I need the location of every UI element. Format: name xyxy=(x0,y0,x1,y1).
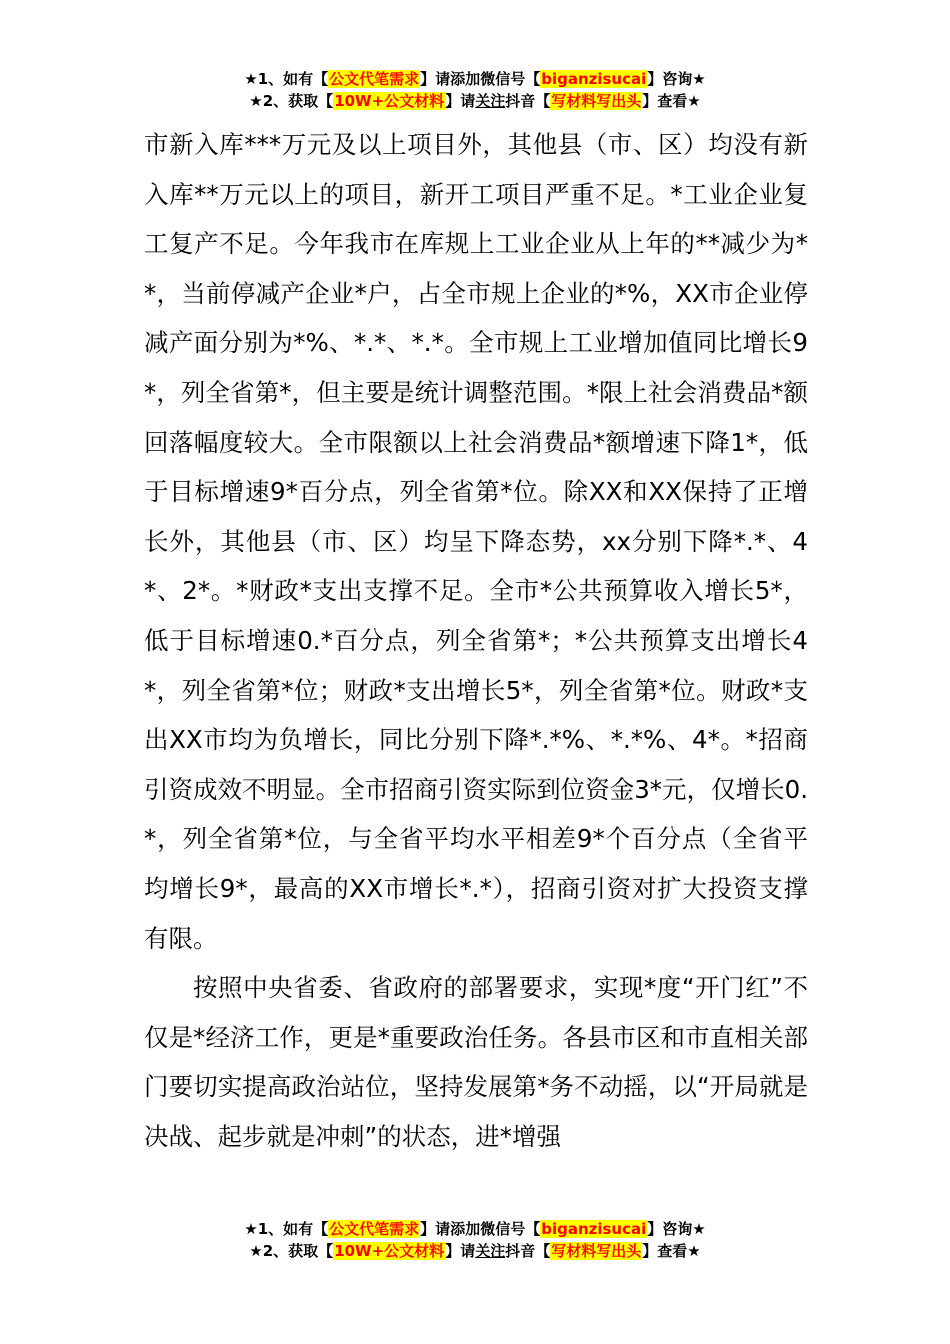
footer-highlight-materials: 10W+公文材料 xyxy=(334,1242,445,1260)
highlight-wechat-id: biganzisucai xyxy=(541,70,647,88)
body-paragraph-2: 按照中央省委、省政府的部署要求，实现*度“开门红”不仅是*经济工作，更是*重要政治任务。各县市区和市直相关部门要切实提高政治站位，坚持发展第*务不动摇，以“开局就是决战、起步就是冲刺”的状态，进*增强 xyxy=(144,973,808,1151)
highlight-materials: 10W+公文材料 xyxy=(334,92,445,110)
footer-banner-line-2: ★2、获取【10W+公文材料】请关注抖音【写材料写出头】查看★ xyxy=(249,1242,701,1260)
body-paragraph-1: 市新入库***万元及以上项目外，其他县（市、区）均没有新入库**万元以上的项目，新开工项目严重不足。*工业企业复工复产不足。今年我市在库规上工业企业从上年的**减少为**，当前停减产企业*户，占全市规上企业的*%，XX市企业停减产面分别为*%、*.*、*.*。全市规上工业增加值同比增长9*，列全省第*，但主要是统计调整范围。*限上社会消费品*额回落幅度较大。全市限额以上社会消费品*额增速下降1*，低于目标增速9*百分点，列全省第*位。除XX和XX保持了正增长外，其他县（市、区）均呈下降态势，xx分别下降*.*、4*、2*。*财政*支出支撑不足。全市*公共预算收入增长5*，低于目标增速0.*百分点，列全省第*；*公共预算支出增长4*，列全省第*位；财政*支出增长5*，列全省第*位。财政*支出XX市均为负增长，同比分别下降*.*%、*.*%、4*。*招商引资成效不明显。全市招商引资实际到位资金3*元，仅增长0.*，列全省第*位，与全省平均水平相差9*个百分点（全省平均增长9*，最高的XX市增长*.*），招商引资对扩大投资支撑有限。 xyxy=(144,130,808,953)
highlight-douyin-account: 写材料写出头 xyxy=(551,92,642,110)
document-body xyxy=(144,120,808,1161)
footer-highlight-wechat-id: biganzisucai xyxy=(541,1220,647,1238)
header-banner xyxy=(0,68,950,112)
banner-line-1: ★1、如有【公文代笔需求】请添加微信号【biganzisucai】咨询★ xyxy=(244,70,706,88)
banner-line-2: ★2、获取【10W+公文材料】请关注抖音【写材料写出头】查看★ xyxy=(249,92,701,110)
footer-banner-line-1: ★1、如有【公文代笔需求】请添加微信号【biganzisucai】咨询★ xyxy=(244,1220,706,1238)
footer-banner xyxy=(0,1218,950,1262)
footer-highlight-writing-service: 公文代笔需求 xyxy=(329,1220,420,1238)
highlight-writing-service: 公文代笔需求 xyxy=(329,70,420,88)
footer-highlight-douyin-account: 写材料写出头 xyxy=(551,1242,642,1260)
